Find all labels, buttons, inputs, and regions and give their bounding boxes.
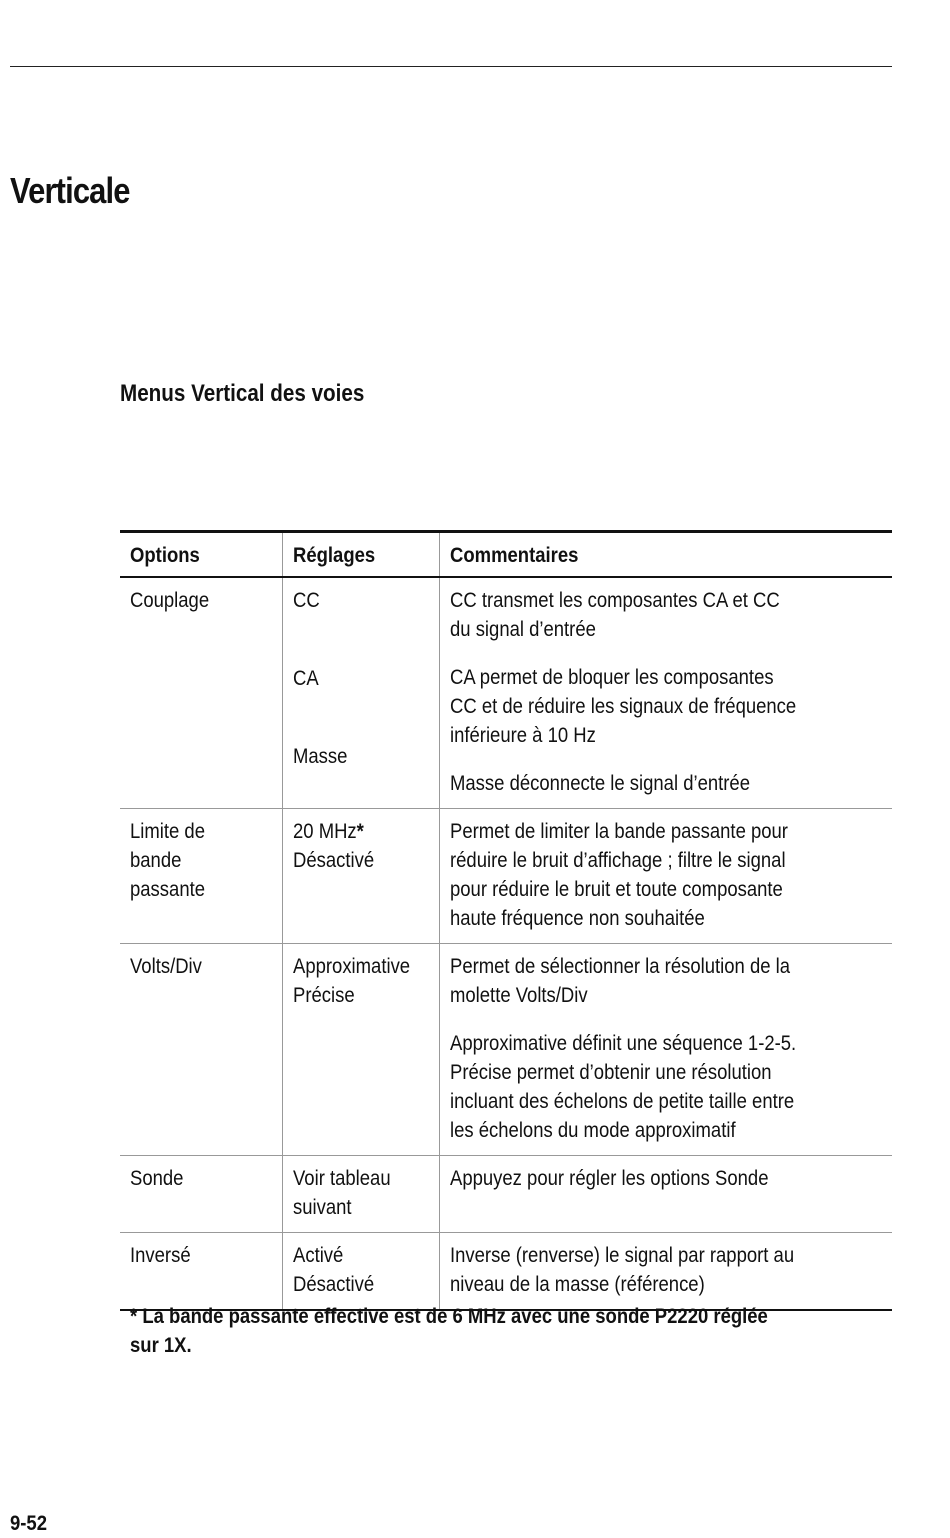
comment-cc: CC transmet les composantes CA et CC du signal d’entrée bbox=[449, 589, 780, 641]
comment-bandwidth: Permet de limiter la bande passante pour réduire le bruit d’affichage ; filtre le signal pour réduire le bruit et toute composante haute fréquence non souhaitée bbox=[449, 820, 788, 930]
comment-inverse: Inverse (renverse) le signal par rapport au niveau de la masse (référence) bbox=[449, 1244, 794, 1296]
page-number: 9-52 bbox=[10, 1512, 47, 1535]
comments-cell bbox=[439, 944, 892, 1156]
settings-cell bbox=[282, 809, 439, 944]
settings-cell bbox=[282, 577, 439, 809]
setting-desactive: Désactivé bbox=[292, 849, 374, 872]
option-cell bbox=[120, 944, 282, 1156]
settings-cell bbox=[282, 1156, 439, 1233]
setting-masse: Masse bbox=[292, 745, 347, 768]
header-comments: Commentaires bbox=[439, 532, 892, 578]
setting-20mhz: 20 MHz bbox=[292, 820, 357, 843]
setting-sonde: Voir tableau suivant bbox=[292, 1167, 391, 1219]
option-couplage: Couplage bbox=[130, 589, 210, 612]
settings-cell bbox=[282, 944, 439, 1156]
option-sonde: Sonde bbox=[130, 1167, 184, 1190]
option-cell bbox=[120, 577, 282, 809]
setting-inverse: Activé Désactivé bbox=[292, 1244, 374, 1296]
option-inverse: Inversé bbox=[130, 1244, 191, 1267]
vertical-menu-table bbox=[120, 530, 892, 1311]
table-row bbox=[120, 577, 892, 809]
option-cell bbox=[120, 1233, 282, 1311]
comments-cell bbox=[439, 1156, 892, 1233]
setting-volts-div: Approximative Précise bbox=[292, 955, 410, 1007]
option-cell bbox=[120, 1156, 282, 1233]
table-row bbox=[120, 944, 892, 1156]
comment-approximative: Approximative définit une séquence 1-2-5. Précise permet d’obtenir une résolution incluant des échelons de petite taille entre les échelons du mode approximatif bbox=[449, 1032, 796, 1142]
comment-volts-div: Permet de sélectionner la résolution de la molette Volts/Div bbox=[449, 955, 790, 1007]
header-options: Options bbox=[120, 532, 282, 578]
subsection-title: Menus Vertical des voies bbox=[120, 380, 365, 407]
option-bandwidth-limit: Limite de bande passante bbox=[130, 820, 206, 901]
comments-cell bbox=[439, 809, 892, 944]
footnote-marker: * bbox=[356, 820, 364, 843]
options-table bbox=[120, 530, 892, 1311]
table-row bbox=[120, 1233, 892, 1311]
setting-ca: CA bbox=[292, 667, 319, 690]
comments-cell bbox=[439, 577, 892, 809]
comment-ca: CA permet de bloquer les composantes CC et de réduire les signaux de fréquence inférieure à 10 Hz bbox=[449, 666, 796, 747]
comments-cell bbox=[439, 1233, 892, 1311]
header-settings: Réglages bbox=[282, 532, 439, 578]
table-row bbox=[120, 809, 892, 944]
section-title: Verticale bbox=[10, 170, 130, 211]
option-cell bbox=[120, 809, 282, 944]
comment-masse: Masse déconnecte le signal d’entrée bbox=[449, 772, 750, 795]
table-header-row bbox=[120, 532, 892, 578]
option-volts-div: Volts/Div bbox=[130, 955, 202, 978]
settings-cell bbox=[282, 1233, 439, 1311]
header-rule bbox=[10, 66, 892, 67]
footnote: * La bande passante effective est de 6 MHz avec une sonde P2220 réglée sur 1X. bbox=[130, 1305, 768, 1357]
setting-cc: CC bbox=[292, 589, 320, 612]
comment-sonde: Appuyez pour régler les options Sonde bbox=[449, 1167, 768, 1190]
table-row bbox=[120, 1156, 892, 1233]
